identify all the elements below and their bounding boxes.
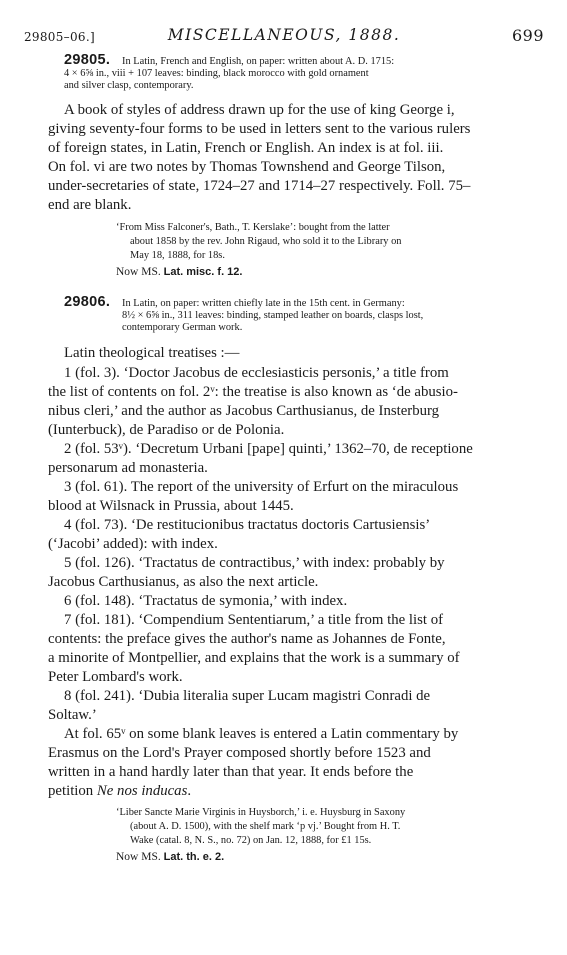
description-line: In Latin, on paper: written chiefly late in the 15th cent. in Germany: — [122, 298, 405, 309]
body-text-line: Jacobus Carthusianus, as also the next article. — [48, 574, 319, 590]
provenance-line: May 18, 1888, for 18s. — [130, 250, 225, 261]
shelfmark — [116, 851, 224, 863]
description-line: 8½ × 6⅝ in., 311 leaves: binding, stamped leather on boards, clasps lost, — [122, 310, 424, 322]
body-text-line: giving seventy-four forms to be used in letters sent to the various rulers — [48, 121, 471, 137]
body-text-line: 8 (fol. 241). ‘Dubia literalia super Lucam magistri Conradi de — [64, 688, 431, 704]
body-text-line: (Iunterbuck), de Paradiso or de Polonia. — [48, 422, 285, 438]
entry-description — [64, 294, 534, 335]
body-text-line: under-secretaries of state, 1724–27 and 1714–27 respectively. Foll. 75– — [48, 178, 471, 194]
body-text-line: 6 (fol. 148). ‘Tractatus de symonia,’ with index. — [64, 593, 348, 609]
body-text-line: 2 (fol. 53ᵛ). ‘Decretum Urbani [pape] quinti,’ 1362–70, de receptione — [64, 441, 473, 457]
entry-range: 29805–06.] — [24, 30, 95, 44]
entry-number: 29806. — [64, 294, 111, 310]
description-line: and silver clasp, contemporary. — [64, 80, 194, 92]
body-text-line: 7 (fol. 181). ‘Compendium Sententiarum,’ a title from the list of — [64, 612, 444, 628]
running-header — [24, 26, 544, 48]
description-line: contemporary German work. — [122, 322, 243, 334]
page-title: MISCELLANEOUS, 1888. — [167, 26, 401, 44]
shelfmark-prefix: Now MS. — [116, 851, 161, 863]
entry-description — [64, 52, 534, 93]
body-text-line: of foreign states, in Latin, French or English. An index is at fol. iii. — [48, 140, 444, 156]
body-text-line: end are blank. — [48, 197, 132, 213]
body-text-line: At fol. 65ᵛ on some blank leaves is entered a Latin commentary by — [64, 726, 459, 742]
body-text-line: 3 (fol. 61). The report of the university of Erfurt on the miraculous — [64, 479, 459, 495]
entry-29806-heading — [64, 294, 534, 335]
body-text-line: Erasmus on the Lord's Prayer composed shortly before 1523 and — [48, 745, 431, 761]
body-text-line: A book of styles of address drawn up for the use of king George i, — [64, 102, 455, 118]
shelfmark — [116, 266, 242, 278]
provenance-line: about 1858 by the rev. John Rigaud, who sold it to the Library on — [130, 236, 402, 247]
body-text-line: Soltaw.’ — [48, 707, 97, 723]
body-text-line: Latin theological treatises :— — [64, 345, 240, 361]
description-line: In Latin, French and English, on paper: written about A. D. 1715: — [122, 56, 395, 67]
shelfmark-value: Lat. th. e. 2. — [163, 851, 225, 863]
page-number: 699 — [511, 26, 544, 45]
body-text-line: a minorite of Montpellier, and explains that the work is a summary of — [48, 650, 460, 666]
body-text-line: Peter Lombard's work. — [48, 669, 183, 685]
body-text-line: (‘Jacobi’ added): with index. — [48, 536, 218, 552]
entry-number: 29805. — [64, 52, 111, 68]
body-text-line: 4 (fol. 73). ‘De restitucionibus tractatus doctoris Cartusiensis’ — [64, 517, 431, 533]
provenance-line: (about A. D. 1500), with the shelf mark ‘p vj.’ Bought from H. T. — [130, 821, 401, 832]
body-text-line: blood at Wilsnack in Prussia, about 1445. — [48, 498, 294, 514]
body-text-line: 5 (fol. 126). ‘Tractatus de contractibus,’ with index: probably by — [64, 555, 445, 571]
shelfmark-value: Lat. misc. f. 12. — [163, 266, 243, 278]
shelfmark-prefix: Now MS. — [116, 266, 161, 278]
provenance-line: Wake (catal. 8, N. S., no. 72) on Jan. 12, 1888, for £1 15s. — [130, 835, 372, 846]
body-text-line: the list of contents on fol. 2ᵛ: the treatise is also known as ‘de abusio- — [48, 384, 458, 400]
body-text-line: 1 (fol. 3). ‘Doctor Jacobus de ecclesiasticis personis,’ a title from — [64, 365, 449, 381]
provenance-line: ‘From Miss Falconer's, Bath., T. Kerslake’: bought from the latter — [116, 222, 390, 233]
body-text-line: written in a hand hardly later than that year. It ends before the — [48, 764, 414, 780]
body-text-line: contents: the preface gives the author's name as Johannes de Fonte, — [48, 631, 446, 647]
body-text-line: petition Ne nos inducas. — [48, 783, 192, 799]
body-text-line: On fol. vi are two notes by Thomas Townshend and George Tilson, — [48, 159, 446, 175]
description-line: 4 × 6⅝ in., viii + 107 leaves: binding, black morocco with gold ornament — [64, 68, 369, 80]
provenance-line: ‘Liber Sancte Marie Virginis in Huysborch,’ i. e. Huysburg in Saxony — [116, 807, 406, 818]
body-text-line: personarum ad monasteria. — [48, 460, 208, 476]
body-text-line: nibus cleri,’ and the author as Jacobus Carthusianus, de Insterburg — [48, 403, 440, 419]
entry-29805-heading — [64, 52, 534, 93]
